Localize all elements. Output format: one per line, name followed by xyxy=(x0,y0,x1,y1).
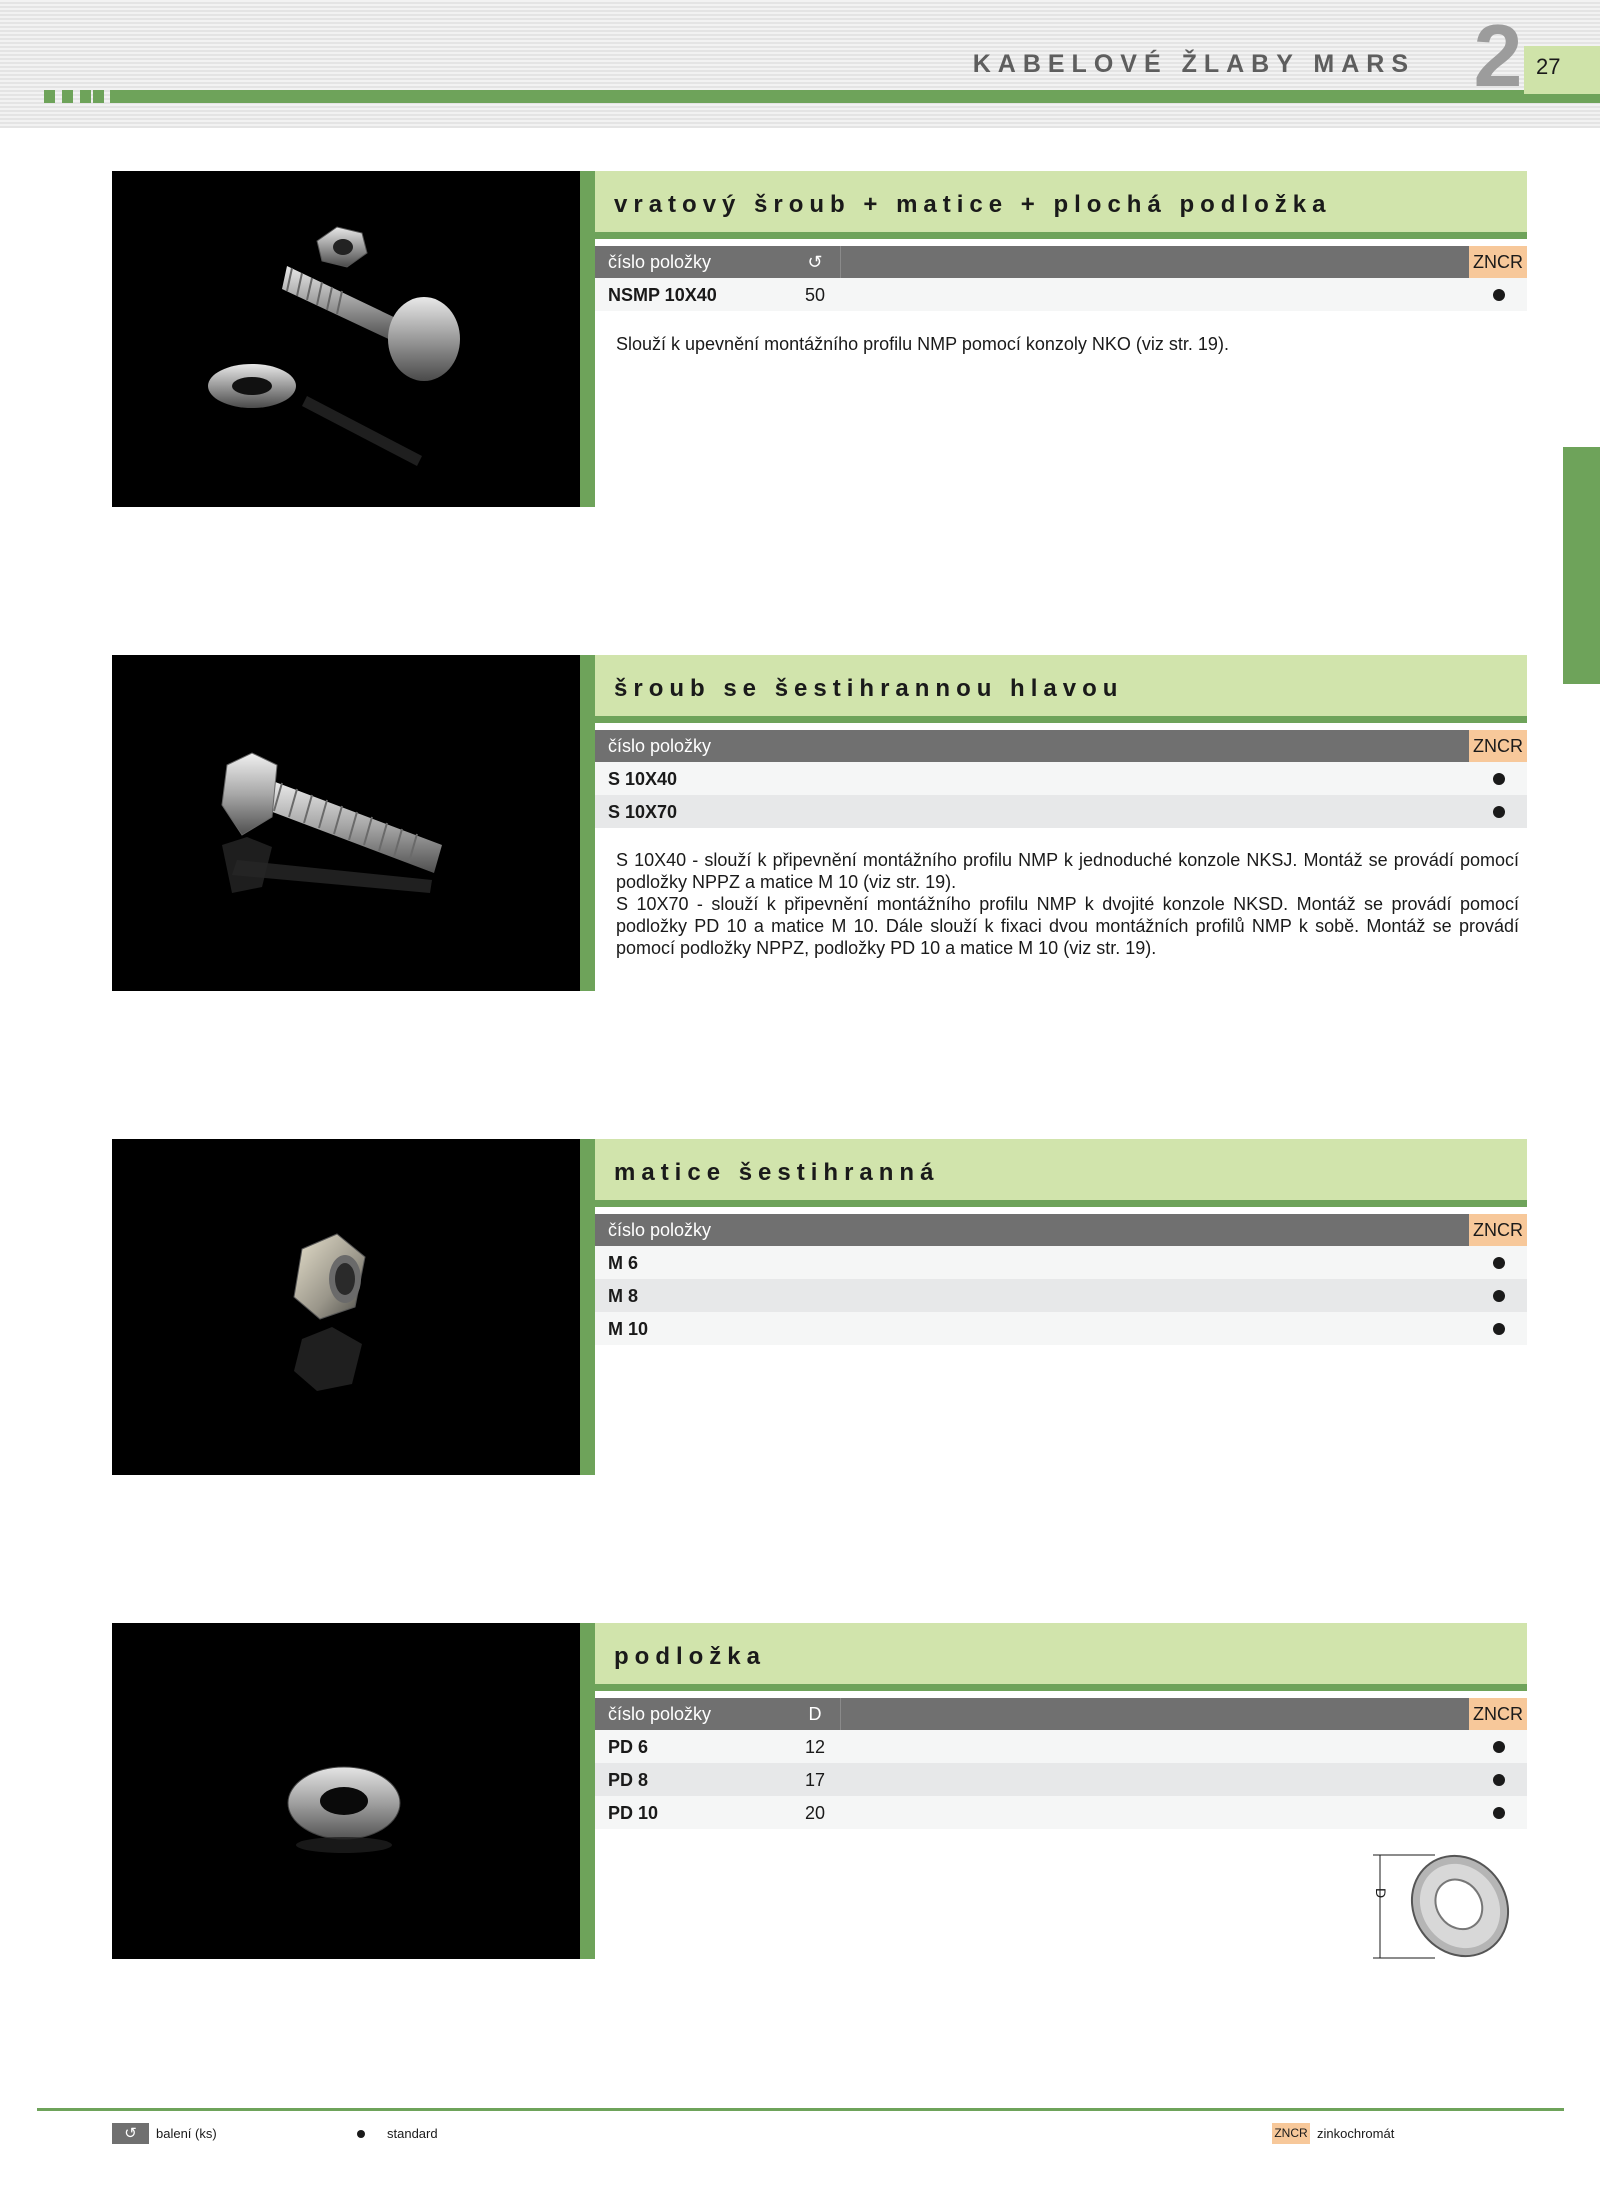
section-title-bar xyxy=(595,1623,1527,1691)
column-header-item-number: číslo položky xyxy=(608,252,712,272)
item-code: S 10X70 xyxy=(608,802,678,822)
photo-accent-edge xyxy=(580,171,595,507)
column-header-finish: ZNCR xyxy=(1469,1698,1527,1730)
standard-dot-icon xyxy=(1493,1290,1505,1302)
column-header-item-number: číslo položky xyxy=(608,1704,712,1724)
carriage-bolt-nut-washer-photo xyxy=(112,171,580,507)
column-header-finish: ZNCR xyxy=(1469,1214,1527,1246)
product-section-washer xyxy=(112,1623,1527,1959)
section-title: podložka xyxy=(614,1643,767,1670)
item-code: PD 10 xyxy=(608,1803,659,1823)
table-row xyxy=(595,1763,1527,1796)
item-code: PD 6 xyxy=(608,1737,649,1757)
photo-accent-edge xyxy=(580,1623,595,1959)
washer-photo xyxy=(112,1623,580,1959)
product-section-carriage-bolt xyxy=(112,171,1527,507)
description-paragraph: S 10X40 - slouží k připevnění montážního profilu NMP k jednoduché konzole NKSJ. Montáž se provádí pomocí podložky NPPZ a matice M 10 (viz str. 19). xyxy=(616,850,1519,892)
packaging-icon: ↺ xyxy=(112,2123,149,2144)
legend-packaging-label: balení (ks) xyxy=(156,2126,217,2141)
table-row xyxy=(595,278,1527,311)
page-number-box xyxy=(1524,46,1600,94)
item-code: PD 8 xyxy=(608,1770,649,1790)
hex-nut-photo xyxy=(112,1139,580,1475)
standard-dot-icon xyxy=(1493,1807,1505,1819)
footer-divider xyxy=(37,2108,1564,2111)
diameter-value: 12 xyxy=(804,1737,826,1757)
dimension-label: D xyxy=(1373,1887,1390,1899)
standard-dot-icon xyxy=(357,2130,365,2138)
header-decor-square xyxy=(80,90,91,103)
table-row xyxy=(595,762,1527,795)
chapter-side-tab xyxy=(1563,447,1600,684)
section-description xyxy=(616,333,1519,355)
section-title-bar xyxy=(595,655,1527,723)
column-header-item-number: číslo položky xyxy=(608,1220,712,1240)
diameter-value: 20 xyxy=(804,1803,826,1823)
legend-standard-label: standard xyxy=(387,2126,438,2141)
column-header-diameter: D xyxy=(808,1704,822,1724)
table-row xyxy=(595,1246,1527,1279)
standard-dot-icon xyxy=(1493,1257,1505,1269)
item-code: M 8 xyxy=(608,1286,639,1306)
standard-dot-icon xyxy=(1493,773,1505,785)
header-bar xyxy=(110,90,1600,103)
section-title-bar xyxy=(595,171,1527,239)
table-row xyxy=(595,1730,1527,1763)
column-divider xyxy=(840,246,841,278)
header-decor-square xyxy=(93,90,104,103)
item-code: M 6 xyxy=(608,1253,639,1273)
section-title: matice šestihranná xyxy=(614,1159,940,1186)
column-divider xyxy=(840,1698,841,1730)
description-paragraph: S 10X70 - slouží k připevnění montážního profilu NMP k dvojité konzole NKSD. Montáž se provádí pomocí podložky PD 10 a matice M 10. Dále slouží k fixaci dvou montážních profilů NMP k sobě. Montáž se provádí pomocí podložky NPPZ, podložky PD 10 a matice M 10 (viz str. 19). xyxy=(616,894,1519,958)
diameter-value: 17 xyxy=(804,1770,826,1790)
packaging-quantity: 50 xyxy=(804,285,826,305)
standard-dot-icon xyxy=(1493,806,1505,818)
photo-accent-edge xyxy=(580,655,595,991)
catalog-title: KABELOVÉ ŽLABY MARS xyxy=(972,50,1415,78)
header-decor-square xyxy=(44,90,55,103)
standard-dot-icon xyxy=(1493,1774,1505,1786)
chapter-number: 2 xyxy=(1473,6,1523,105)
packaging-icon: ↺ xyxy=(807,252,823,272)
table-header xyxy=(595,1698,1527,1730)
photo-accent-edge xyxy=(580,1139,595,1475)
table-row xyxy=(595,795,1527,828)
washer-dimension-diagram xyxy=(1365,1840,1515,1960)
table-header xyxy=(595,246,1527,278)
column-header-item-number: číslo položky xyxy=(608,736,712,756)
product-section-hex-nut xyxy=(112,1139,1527,1475)
section-title: šroub se šestihrannou hlavou xyxy=(614,675,1124,702)
header-decor-square xyxy=(62,90,73,103)
legend-finish-label: zinkochromát xyxy=(1317,2126,1395,2141)
item-code: NSMP 10X40 xyxy=(608,285,717,305)
page-number: 27 xyxy=(1536,54,1561,79)
item-code: S 10X40 xyxy=(608,769,678,789)
hex-bolt-photo xyxy=(112,655,580,991)
table-row xyxy=(595,1796,1527,1829)
table-header xyxy=(595,1214,1527,1246)
standard-dot-icon xyxy=(1493,289,1505,301)
table-row xyxy=(595,1279,1527,1312)
table-header xyxy=(595,730,1527,762)
section-title: vratový šroub + matice + plochá podložka xyxy=(614,191,1332,218)
column-header-finish: ZNCR xyxy=(1469,246,1527,278)
table-row xyxy=(595,1312,1527,1345)
description-paragraph: Slouží k upevnění montážního profilu NMP pomocí konzoly NKO (viz str. 19). xyxy=(616,334,1229,354)
item-code: M 10 xyxy=(608,1319,649,1339)
standard-dot-icon xyxy=(1493,1741,1505,1753)
column-header-finish: ZNCR xyxy=(1469,730,1527,762)
section-description xyxy=(616,849,1519,959)
standard-dot-icon xyxy=(1493,1323,1505,1335)
section-title-bar xyxy=(595,1139,1527,1207)
legend-finish-code: ZNCR xyxy=(1272,2123,1310,2144)
product-section-hex-bolt xyxy=(112,655,1527,991)
